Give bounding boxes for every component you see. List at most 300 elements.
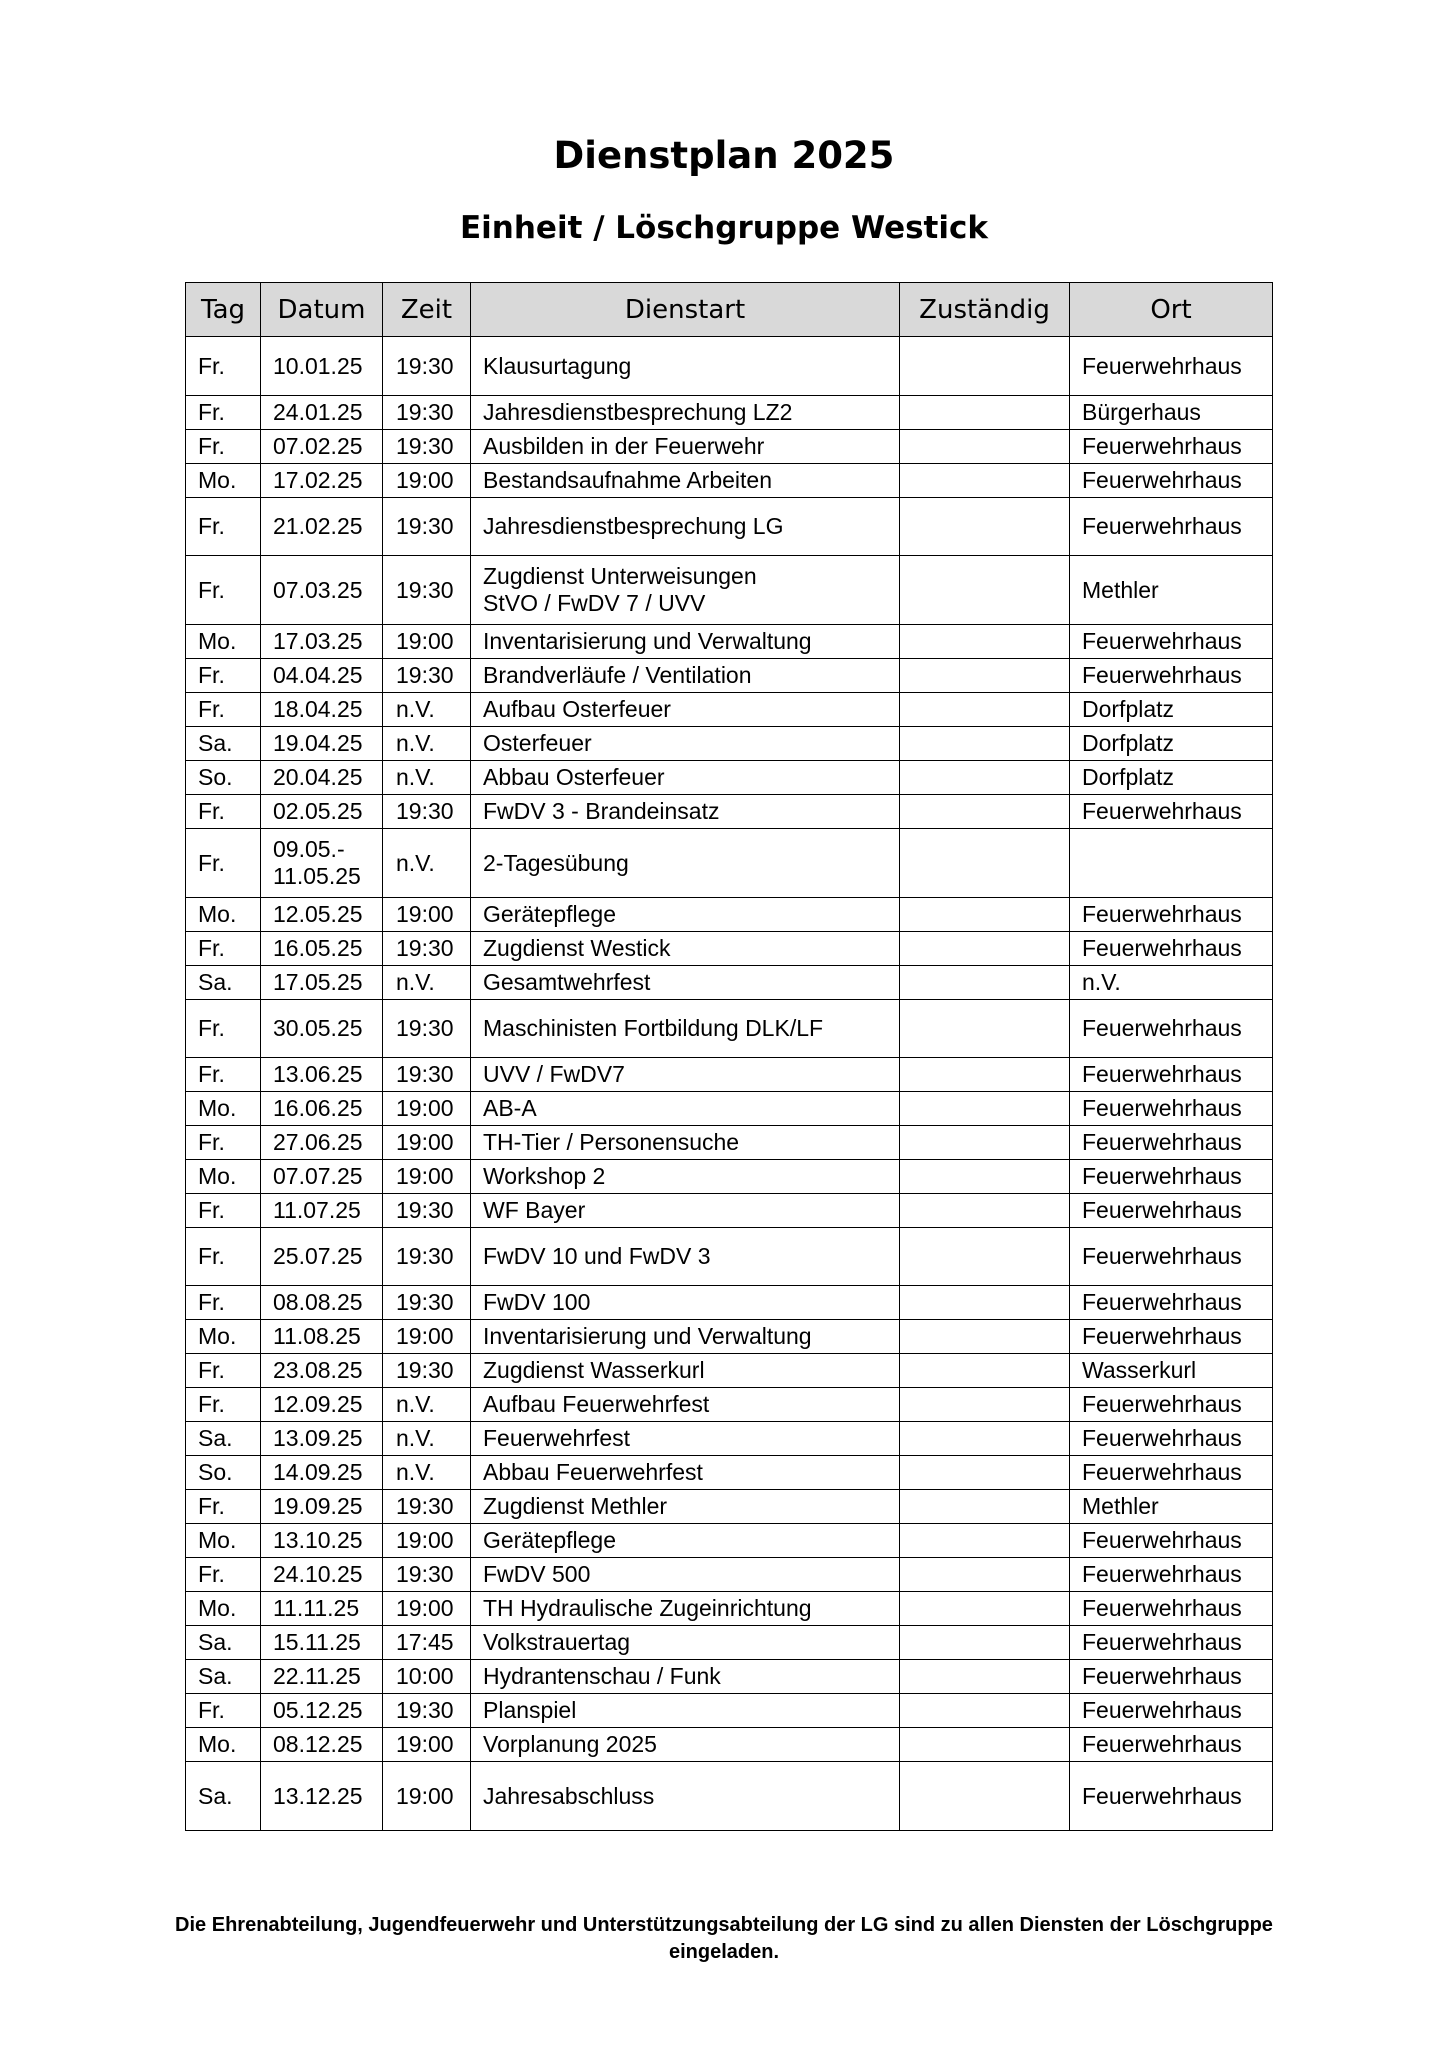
zeit-value: n.V. xyxy=(396,696,435,722)
cell-zustaendig xyxy=(900,396,1070,430)
cell-ort xyxy=(1070,795,1273,829)
ort-value: Feuerwehrhaus xyxy=(1082,433,1242,459)
dienstart-value: Vorplanung 2025 xyxy=(483,1731,657,1757)
cell-ort xyxy=(1070,1388,1273,1422)
zeit-value: n.V. xyxy=(396,730,435,756)
datum-value: 20.04.25 xyxy=(273,764,363,790)
datum-value: 13.12.25 xyxy=(273,1782,363,1809)
cell-datum xyxy=(261,498,383,556)
dienstart-value: Aufbau Osterfeuer xyxy=(483,696,671,722)
datum-value: 12.05.25 xyxy=(273,901,363,927)
dienstart-value: Inventarisierung und Verwaltung xyxy=(483,628,812,654)
ort-value: Feuerwehrhaus xyxy=(1082,798,1242,824)
datum-value: 19.09.25 xyxy=(273,1493,363,1519)
cell-dienstart xyxy=(471,1490,900,1524)
table-row xyxy=(186,693,1273,727)
cell-dienstart xyxy=(471,1524,900,1558)
table-row xyxy=(186,1126,1273,1160)
cell-zeit xyxy=(383,1058,471,1092)
zeit-value: 17:45 xyxy=(396,1629,454,1655)
table-row xyxy=(186,1422,1273,1456)
cell-ort xyxy=(1070,625,1273,659)
ort-value: Feuerwehrhaus xyxy=(1082,1782,1242,1809)
ort-value: Feuerwehrhaus xyxy=(1082,901,1242,927)
table-row xyxy=(186,795,1273,829)
cell-dienstart xyxy=(471,1422,900,1456)
cell-datum xyxy=(261,829,383,898)
cell-dienstart xyxy=(471,556,900,625)
table-header-row xyxy=(186,283,1273,337)
dienstart-value: Abbau Osterfeuer xyxy=(483,764,665,790)
datum-value: 16.06.25 xyxy=(273,1095,363,1121)
cell-dienstart xyxy=(471,966,900,1000)
tag-value: Fr. xyxy=(198,935,225,961)
cell-tag xyxy=(186,1762,261,1831)
cell-dienstart xyxy=(471,1320,900,1354)
ort-value: Feuerwehrhaus xyxy=(1082,513,1242,539)
cell-dienstart xyxy=(471,1592,900,1626)
ort-value: Feuerwehrhaus xyxy=(1082,1015,1242,1041)
dienstart-value: Aufbau Feuerwehrfest xyxy=(483,1391,710,1417)
datum-value: 17.03.25 xyxy=(273,628,363,654)
cell-ort xyxy=(1070,1354,1273,1388)
cell-zeit xyxy=(383,430,471,464)
ort-value: Feuerwehrhaus xyxy=(1082,1459,1242,1485)
zeit-value: 19:00 xyxy=(396,901,454,927)
ort-value: Feuerwehrhaus xyxy=(1082,1197,1242,1223)
ort-value: Feuerwehrhaus xyxy=(1082,1095,1242,1121)
tag-value: Mo. xyxy=(198,467,237,493)
ort-value: Feuerwehrhaus xyxy=(1082,1323,1242,1349)
cell-zustaendig xyxy=(900,1194,1070,1228)
datum-value: 07.03.25 xyxy=(273,576,363,603)
table-row xyxy=(186,1592,1273,1626)
cell-dienstart xyxy=(471,1728,900,1762)
cell-ort xyxy=(1070,1422,1273,1456)
dienstart-value: WF Bayer xyxy=(483,1197,586,1223)
zeit-value: 19:30 xyxy=(396,1493,454,1519)
cell-ort xyxy=(1070,1524,1273,1558)
dienstart-value: Osterfeuer xyxy=(483,730,592,756)
ort-value: Feuerwehrhaus xyxy=(1082,1425,1242,1451)
cell-zustaendig xyxy=(900,1058,1070,1092)
cell-zeit xyxy=(383,1456,471,1490)
cell-ort xyxy=(1070,1228,1273,1286)
cell-datum xyxy=(261,1490,383,1524)
table-row xyxy=(186,337,1273,396)
zeit-value: 19:00 xyxy=(396,1527,454,1553)
cell-zeit xyxy=(383,1286,471,1320)
cell-datum xyxy=(261,464,383,498)
ort-value: Dorfplatz xyxy=(1082,764,1175,790)
cell-tag xyxy=(186,1388,261,1422)
cell-zeit xyxy=(383,1694,471,1728)
cell-zustaendig xyxy=(900,1228,1070,1286)
dienstart-value: Gerätepflege xyxy=(483,1527,616,1553)
cell-zeit xyxy=(383,556,471,625)
ort-value: Dorfplatz xyxy=(1082,696,1175,722)
cell-datum xyxy=(261,1286,383,1320)
ort-value: Feuerwehrhaus xyxy=(1082,1527,1242,1553)
table-row xyxy=(186,1456,1273,1490)
column-header-tag: Tag xyxy=(186,283,261,337)
cell-zustaendig xyxy=(900,1558,1070,1592)
cell-dienstart xyxy=(471,693,900,727)
tag-value: Fr. xyxy=(198,1129,225,1155)
cell-zustaendig xyxy=(900,1694,1070,1728)
cell-tag xyxy=(186,1286,261,1320)
cell-tag xyxy=(186,659,261,693)
zeit-value: 19:00 xyxy=(396,1163,454,1189)
table-row xyxy=(186,556,1273,625)
cell-datum xyxy=(261,795,383,829)
zeit-value: 19:00 xyxy=(396,467,454,493)
zeit-value: 10:00 xyxy=(396,1663,454,1689)
cell-dienstart xyxy=(471,396,900,430)
tag-value: Fr. xyxy=(198,1357,225,1383)
cell-ort xyxy=(1070,1126,1273,1160)
cell-zustaendig xyxy=(900,430,1070,464)
tag-value: Fr. xyxy=(198,399,225,425)
tag-value: Fr. xyxy=(198,1493,225,1519)
cell-dienstart xyxy=(471,1000,900,1058)
table-row xyxy=(186,1354,1273,1388)
ort-value: Feuerwehrhaus xyxy=(1082,1129,1242,1155)
table-row xyxy=(186,396,1273,430)
datum-value: 09.05.- 11.05.25 xyxy=(273,836,361,889)
zeit-value: 19:30 xyxy=(396,1015,454,1041)
cell-datum xyxy=(261,1320,383,1354)
dienstart-value: Workshop 2 xyxy=(483,1163,606,1189)
cell-zustaendig xyxy=(900,1126,1070,1160)
ort-value: Feuerwehrhaus xyxy=(1082,1561,1242,1587)
table-row xyxy=(186,1092,1273,1126)
cell-ort xyxy=(1070,659,1273,693)
cell-dienstart xyxy=(471,337,900,396)
dienstart-value: TH Hydraulische Zugeinrichtung xyxy=(483,1595,812,1621)
dienstart-value: Klausurtagung xyxy=(483,352,632,379)
tag-value: Fr. xyxy=(198,849,225,876)
cell-tag xyxy=(186,396,261,430)
table-row xyxy=(186,1728,1273,1762)
cell-datum xyxy=(261,1354,383,1388)
footnote: Die Ehrenabteilung, Jugendfeuerwehr und Unterstützungsabteilung der LG sind zu allen Diensten der Löschgruppe eingeladen. xyxy=(175,1914,1273,1963)
cell-ort xyxy=(1070,556,1273,625)
datum-value: 27.06.25 xyxy=(273,1129,363,1155)
cell-zeit xyxy=(383,1228,471,1286)
datum-value: 13.06.25 xyxy=(273,1061,363,1087)
cell-zeit xyxy=(383,829,471,898)
page-title: Dienstplan 2025 xyxy=(553,134,895,177)
tag-value: Fr. xyxy=(198,1061,225,1087)
cell-dienstart xyxy=(471,1286,900,1320)
cell-datum xyxy=(261,1728,383,1762)
cell-zustaendig xyxy=(900,1490,1070,1524)
cell-zeit xyxy=(383,1592,471,1626)
tag-value: Mo. xyxy=(198,628,237,654)
cell-zustaendig xyxy=(900,1000,1070,1058)
cell-zustaendig xyxy=(900,498,1070,556)
datum-value: 18.04.25 xyxy=(273,696,363,722)
tag-value: Fr. xyxy=(198,1197,225,1223)
cell-datum xyxy=(261,1456,383,1490)
datum-value: 11.07.25 xyxy=(273,1197,361,1223)
tag-value: Mo. xyxy=(198,1163,237,1189)
datum-value: 10.01.25 xyxy=(273,352,363,379)
datum-value: 15.11.25 xyxy=(273,1629,361,1655)
datum-value: 30.05.25 xyxy=(273,1015,363,1041)
ort-value: Methler xyxy=(1082,576,1159,603)
cell-datum xyxy=(261,1592,383,1626)
datum-value: 05.12.25 xyxy=(273,1697,363,1723)
cell-zustaendig xyxy=(900,1660,1070,1694)
dienstart-value: UVV / FwDV7 xyxy=(483,1061,625,1087)
cell-ort xyxy=(1070,1160,1273,1194)
cell-datum xyxy=(261,898,383,932)
cell-zustaendig xyxy=(900,932,1070,966)
dienstart-value: Planspiel xyxy=(483,1697,577,1723)
table-row xyxy=(186,1286,1273,1320)
cell-ort xyxy=(1070,464,1273,498)
cell-datum xyxy=(261,727,383,761)
cell-zustaendig xyxy=(900,337,1070,396)
column-header-ort: Ort xyxy=(1070,283,1273,337)
zeit-value: 19:00 xyxy=(396,1782,454,1809)
cell-dienstart xyxy=(471,1194,900,1228)
datum-value: 17.05.25 xyxy=(273,969,363,995)
tag-value: So. xyxy=(198,764,233,790)
cell-zeit xyxy=(383,498,471,556)
cell-datum xyxy=(261,396,383,430)
cell-dienstart xyxy=(471,898,900,932)
zeit-value: n.V. xyxy=(396,1425,435,1451)
zeit-value: n.V. xyxy=(396,1459,435,1485)
cell-ort xyxy=(1070,1092,1273,1126)
dienstart-value: Hydrantenschau / Funk xyxy=(483,1663,721,1689)
datum-value: 14.09.25 xyxy=(273,1459,363,1485)
cell-dienstart xyxy=(471,1160,900,1194)
ort-value: Feuerwehrhaus xyxy=(1082,1061,1242,1087)
ort-value: Wasserkurl xyxy=(1082,1357,1197,1383)
cell-zustaendig xyxy=(900,1592,1070,1626)
ort-value: Dorfplatz xyxy=(1082,730,1175,756)
zeit-value: 19:30 xyxy=(396,399,454,425)
cell-tag xyxy=(186,1422,261,1456)
tag-value: Fr. xyxy=(198,1015,225,1041)
cell-zeit xyxy=(383,1388,471,1422)
cell-zeit xyxy=(383,1422,471,1456)
cell-ort xyxy=(1070,1558,1273,1592)
tag-value: Fr. xyxy=(198,1697,225,1723)
cell-zustaendig xyxy=(900,1626,1070,1660)
cell-zeit xyxy=(383,1524,471,1558)
cell-ort xyxy=(1070,1194,1273,1228)
tag-value: Fr. xyxy=(198,662,225,688)
zeit-value: n.V. xyxy=(396,849,435,876)
zeit-value: 19:30 xyxy=(396,1289,454,1315)
cell-dienstart xyxy=(471,1626,900,1660)
cell-datum xyxy=(261,1228,383,1286)
cell-ort xyxy=(1070,498,1273,556)
cell-zeit xyxy=(383,966,471,1000)
datum-value: 19.04.25 xyxy=(273,730,363,756)
ort-value: Bürgerhaus xyxy=(1082,399,1201,425)
cell-datum xyxy=(261,1694,383,1728)
datum-value: 22.11.25 xyxy=(273,1663,361,1689)
zeit-value: 19:30 xyxy=(396,1697,454,1723)
cell-zustaendig xyxy=(900,1388,1070,1422)
datum-value: 07.07.25 xyxy=(273,1163,363,1189)
table-row xyxy=(186,1490,1273,1524)
dienstart-value: Jahresdienstbesprechung LZ2 xyxy=(483,399,793,425)
cell-ort xyxy=(1070,1000,1273,1058)
cell-ort xyxy=(1070,1058,1273,1092)
ort-value: Feuerwehrhaus xyxy=(1082,1243,1242,1269)
cell-zeit xyxy=(383,1660,471,1694)
table-row xyxy=(186,932,1273,966)
dienstart-value: FwDV 100 xyxy=(483,1289,591,1315)
cell-ort xyxy=(1070,430,1273,464)
tag-value: Fr. xyxy=(198,433,225,459)
cell-tag xyxy=(186,966,261,1000)
cell-datum xyxy=(261,1422,383,1456)
zeit-value: 19:30 xyxy=(396,1061,454,1087)
tag-value: Sa. xyxy=(198,1629,233,1655)
cell-zeit xyxy=(383,1354,471,1388)
datum-value: 24.01.25 xyxy=(273,399,363,425)
cell-ort xyxy=(1070,693,1273,727)
cell-datum xyxy=(261,1660,383,1694)
cell-ort xyxy=(1070,1490,1273,1524)
cell-datum xyxy=(261,1126,383,1160)
cell-zeit xyxy=(383,1558,471,1592)
datum-value: 08.12.25 xyxy=(273,1731,363,1757)
zeit-value: 19:30 xyxy=(396,1197,454,1223)
dienstart-value: Zugdienst Unterweisungen StVO / FwDV 7 / UVV xyxy=(483,563,757,616)
cell-zustaendig xyxy=(900,795,1070,829)
cell-zustaendig xyxy=(900,1524,1070,1558)
table-row xyxy=(186,1000,1273,1058)
cell-ort xyxy=(1070,829,1273,898)
cell-datum xyxy=(261,337,383,396)
cell-ort xyxy=(1070,966,1273,1000)
zeit-value: 19:00 xyxy=(396,1731,454,1757)
cell-zeit xyxy=(383,1092,471,1126)
cell-dienstart xyxy=(471,932,900,966)
cell-datum xyxy=(261,659,383,693)
datum-value: 04.04.25 xyxy=(273,662,363,688)
zeit-value: 19:00 xyxy=(396,1129,454,1155)
table-row xyxy=(186,1160,1273,1194)
cell-datum xyxy=(261,693,383,727)
cell-zustaendig xyxy=(900,1354,1070,1388)
dienstart-value: Jahresdienstbesprechung LG xyxy=(483,513,784,539)
tag-value: Mo. xyxy=(198,1731,237,1757)
cell-datum xyxy=(261,1092,383,1126)
cell-ort xyxy=(1070,1694,1273,1728)
cell-datum xyxy=(261,1194,383,1228)
ort-value: Feuerwehrhaus xyxy=(1082,1629,1242,1655)
table-row xyxy=(186,1626,1273,1660)
cell-tag xyxy=(186,1558,261,1592)
ort-value: Feuerwehrhaus xyxy=(1082,1663,1242,1689)
datum-value: 02.05.25 xyxy=(273,798,363,824)
cell-datum xyxy=(261,625,383,659)
cell-ort xyxy=(1070,727,1273,761)
page-subtitle: Einheit / Löschgruppe Westick xyxy=(459,210,988,246)
cell-dienstart xyxy=(471,1456,900,1490)
tag-value: Fr. xyxy=(198,576,225,603)
column-header-dienstart: Dienstart xyxy=(471,283,900,337)
ort-value: Feuerwehrhaus xyxy=(1082,935,1242,961)
dienstart-value: Inventarisierung und Verwaltung xyxy=(483,1323,812,1349)
cell-zustaendig xyxy=(900,659,1070,693)
cell-zeit xyxy=(383,337,471,396)
tag-value: Fr. xyxy=(198,1561,225,1587)
dienstart-value: TH-Tier / Personensuche xyxy=(483,1129,740,1155)
schedule-table-body xyxy=(186,337,1273,1831)
cell-ort xyxy=(1070,1626,1273,1660)
zeit-value: 19:30 xyxy=(396,935,454,961)
zeit-value: 19:30 xyxy=(396,1561,454,1587)
cell-zeit xyxy=(383,795,471,829)
cell-dienstart xyxy=(471,625,900,659)
table-row xyxy=(186,1660,1273,1694)
datum-value: 24.10.25 xyxy=(273,1561,363,1587)
cell-datum xyxy=(261,1558,383,1592)
cell-dienstart xyxy=(471,1126,900,1160)
zeit-value: 19:00 xyxy=(396,1095,454,1121)
tag-value: Sa. xyxy=(198,969,233,995)
table-row xyxy=(186,1762,1273,1831)
tag-value: Sa. xyxy=(198,730,233,756)
cell-zustaendig xyxy=(900,1456,1070,1490)
cell-datum xyxy=(261,1000,383,1058)
cell-dienstart xyxy=(471,1354,900,1388)
table-row xyxy=(186,1524,1273,1558)
cell-ort xyxy=(1070,932,1273,966)
datum-value: 11.08.25 xyxy=(273,1323,361,1349)
dienstart-value: Zugdienst Westick xyxy=(483,935,671,961)
tag-value: Fr. xyxy=(198,1391,225,1417)
cell-zeit xyxy=(383,1160,471,1194)
cell-ort xyxy=(1070,396,1273,430)
cell-zustaendig xyxy=(900,1160,1070,1194)
ort-value: Feuerwehrhaus xyxy=(1082,1731,1242,1757)
cell-tag xyxy=(186,932,261,966)
tag-value: Mo. xyxy=(198,1323,237,1349)
cell-datum xyxy=(261,932,383,966)
datum-value: 07.02.25 xyxy=(273,433,363,459)
cell-tag xyxy=(186,829,261,898)
cell-zustaendig xyxy=(900,829,1070,898)
cell-dienstart xyxy=(471,659,900,693)
cell-tag xyxy=(186,1228,261,1286)
tag-value: Sa. xyxy=(198,1425,233,1451)
table-row xyxy=(186,1694,1273,1728)
cell-zustaendig xyxy=(900,727,1070,761)
cell-tag xyxy=(186,1728,261,1762)
cell-ort xyxy=(1070,1762,1273,1831)
ort-value: Feuerwehrhaus xyxy=(1082,467,1242,493)
cell-tag xyxy=(186,1490,261,1524)
datum-value: 23.08.25 xyxy=(273,1357,363,1383)
zeit-value: 19:30 xyxy=(396,798,454,824)
schedule-table xyxy=(185,282,1273,1831)
cell-zeit xyxy=(383,625,471,659)
ort-value: Feuerwehrhaus xyxy=(1082,628,1242,654)
ort-value: Methler xyxy=(1082,1493,1159,1519)
